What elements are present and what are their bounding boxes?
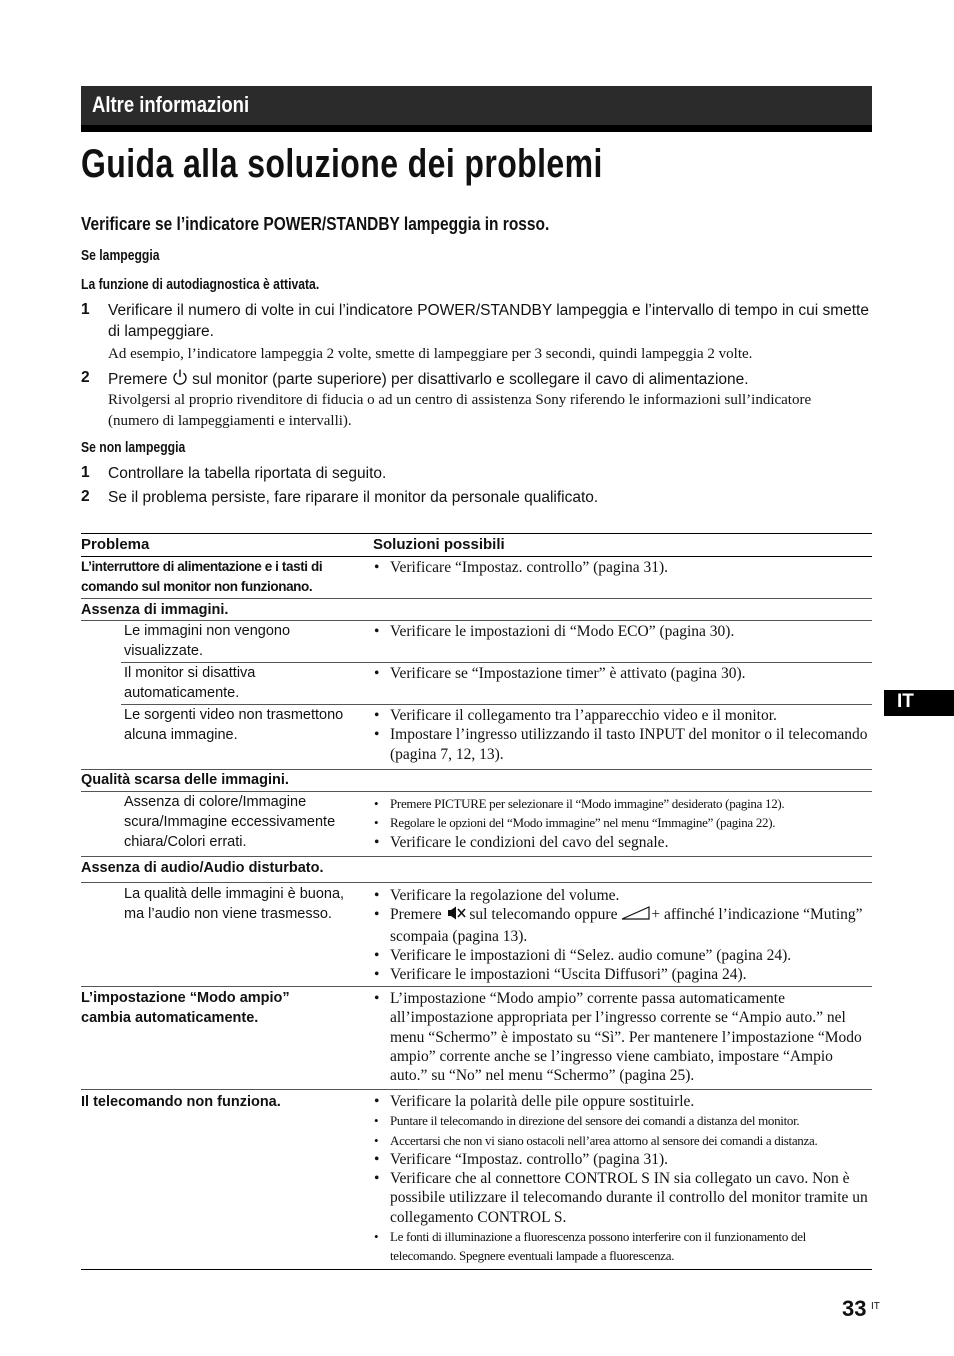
solution-item: • Verificare le impostazioni “Uscita Diffusori” (pagina 24). — [373, 965, 873, 984]
solution-item: • Impostare l’ingresso utilizzando il tasto INPUT del monitor o il telecomando (pagina 7, 12, 13). — [373, 725, 873, 764]
section-header-rule — [81, 125, 872, 132]
solution-item: • Verificare la regolazione del volume. — [373, 886, 873, 905]
solution-text: sul telecomando oppure — [469, 906, 618, 924]
step-text — [108, 368, 878, 392]
solution-item: • Verificare che al connettore CONTROL S IN sia collegato un cavo. Non è possibile utilizzare il telecomando durante il controllo del monitor tramite un collegamento CONTROL S. — [373, 1169, 873, 1227]
not-blinking-heading: Se non lampeggia — [81, 440, 186, 456]
solution-item — [373, 905, 873, 946]
step-text: Verificare il numero di volte in cui l’indicatore POWER/STANDBY lampeggia e l’intervallo di tempo in cui smette di lampeggiare. — [108, 302, 869, 340]
solution-item: • Verificare le impostazioni di “Selez. audio comune” (pagina 24). — [373, 946, 873, 965]
section-title: Altre informazioni — [92, 92, 250, 117]
solution-item: • Verificare le condizioni del cavo del segnale. — [373, 833, 873, 852]
table-row-problem: La qualità delle immagini è buona, ma l’audio non viene trasmesso. — [124, 886, 345, 922]
table-rule — [81, 533, 872, 534]
solution-item: • Verificare il collegamento tra l’apparecchio video e il monitor. — [373, 706, 873, 725]
table-rule — [81, 598, 872, 599]
table-rule — [81, 856, 872, 857]
table-row-problem: Le sorgenti video non trasmettono alcuna immagine. — [124, 707, 344, 743]
table-row-problem: L’impostazione “Modo ampio” cambia automaticamente. — [81, 990, 290, 1026]
table-group-label: Qualità scarsa delle immagini. — [81, 772, 289, 788]
table-rule — [81, 986, 872, 987]
solution-item: • Verificare le impostazioni di “Modo ECO” (pagina 30). — [373, 622, 873, 641]
table-row-solutions — [373, 794, 873, 852]
page-title: Guida alla soluzione dei problemi — [81, 142, 603, 186]
language-tab-label: IT — [897, 691, 914, 712]
step-note: Ad esempio, l’indicatore lampeggia 2 volte, smette di lampeggiare per 3 secondi, quindi lampeggia 2 volte. — [108, 346, 753, 362]
mute-icon — [446, 905, 466, 926]
solution-item: • Verificare “Impostaz. controllo” (pagina 31). — [373, 1150, 873, 1169]
table-rule — [81, 882, 872, 883]
step-text-before: Premere — [108, 371, 168, 389]
step-text: Se il problema persiste, fare riparare il monitor da personale qualificato. — [108, 489, 599, 506]
table-row-problem: L’interruttore di alimentazione e i tasti di comando sul monitor non funzionano. — [81, 559, 323, 594]
table-row-solutions — [373, 886, 873, 984]
step-number: 1 — [81, 464, 90, 481]
page-language-code: IT — [871, 1301, 880, 1312]
power-icon — [172, 368, 188, 392]
table-rule — [81, 1269, 872, 1270]
table-header-problem: Problema — [81, 536, 150, 553]
table-row-problem: Il monitor si disattiva automaticamente. — [124, 665, 256, 701]
solution-text: Premere — [390, 906, 442, 924]
volume-icon — [621, 906, 651, 925]
solution-item: • Accertarsi che non vi siano ostacoli nell’area attorno al sensore dei comandi a distanza. — [373, 1131, 873, 1150]
solution-text: + affinché l’indicazione “Muting” scompaia (pagina 13). — [390, 906, 863, 945]
page-number: 33 — [842, 1296, 867, 1321]
subheading: Verificare se l’indicatore POWER/STANDBY lampeggia in rosso. — [81, 214, 550, 234]
table-row-solutions — [373, 622, 873, 641]
table-group-label: Assenza di immagini. — [81, 602, 229, 618]
solution-item: • Puntare il telecomando in direzione del sensore dei comandi a distanza del monitor. — [373, 1111, 873, 1130]
table-row-problem: Il telecomando non funziona. — [81, 1094, 281, 1110]
step-text-after: sul monitor (parte superiore) per disattivarlo e scollegare il cavo di alimentazione. — [192, 371, 749, 389]
solution-item: • Verificare se “Impostazione timer” è attivato (pagina 30). — [373, 664, 873, 683]
table-row-solutions — [373, 989, 873, 1085]
language-tab — [884, 690, 954, 716]
table-header-solutions: Soluzioni possibili — [373, 536, 505, 553]
step-note: Rivolgersi al proprio rivenditore di fiducia o ad un centro di assistenza Sony riferendo le informazioni sull’indicatore (numero di lampeggiamenti e intervalli). — [108, 392, 812, 429]
table-row-solutions — [373, 706, 873, 764]
step-number: 2 — [81, 369, 90, 386]
solution-item: • Verificare la polarità delle pile oppure sostituirle. — [373, 1092, 873, 1111]
table-rule — [81, 1089, 872, 1090]
step-number: 1 — [81, 301, 90, 318]
solution-item: • Premere PICTURE per selezionare il “Modo immagine” desiderato (pagina 12). — [373, 794, 873, 813]
solution-item: • Regolare le opzioni del “Modo immagine” nel menu “Immagine” (pagina 22). — [373, 813, 873, 832]
step-number: 2 — [81, 488, 90, 505]
blinking-heading: Se lampeggia — [81, 248, 160, 264]
solution-item: • L’impostazione “Modo ampio” corrente passa automaticamente all’impostazione appropriata per l’ingresso corrente se “Ampio auto.” nel menu “Schermo” è impostato su “Sì”. Per mantenere l’impostazione “Modo ampio” corrente anche se l’ingresso viene cambiato, impostare “Ampio auto.” su “No” nel menu “Schermo” (pagina 25). — [373, 989, 873, 1085]
blinking-intro: La funzione di autodiagnostica è attivata. — [81, 277, 320, 293]
table-row-problem: Assenza di colore/Immagine scura/Immagine eccessivamente chiara/Colori errati. — [124, 794, 336, 850]
table-row-solutions — [373, 1092, 873, 1266]
solution-item: • Verificare “Impostaz. controllo” (pagina 31). — [373, 558, 873, 577]
table-row-solutions — [373, 664, 873, 683]
solution-item: • Le fonti di illuminazione a fluorescenza possono interferire con il funzionamento del telecomando. Spegnere eventuali lampade a fluorescenza. — [373, 1227, 873, 1266]
step-text: Controllare la tabella riportata di seguito. — [108, 465, 387, 482]
table-row-problem: Le immagini non vengono visualizzate. — [124, 623, 291, 659]
table-row-solutions — [373, 558, 873, 577]
table-group-label: Assenza di audio/Audio disturbato. — [81, 860, 324, 876]
